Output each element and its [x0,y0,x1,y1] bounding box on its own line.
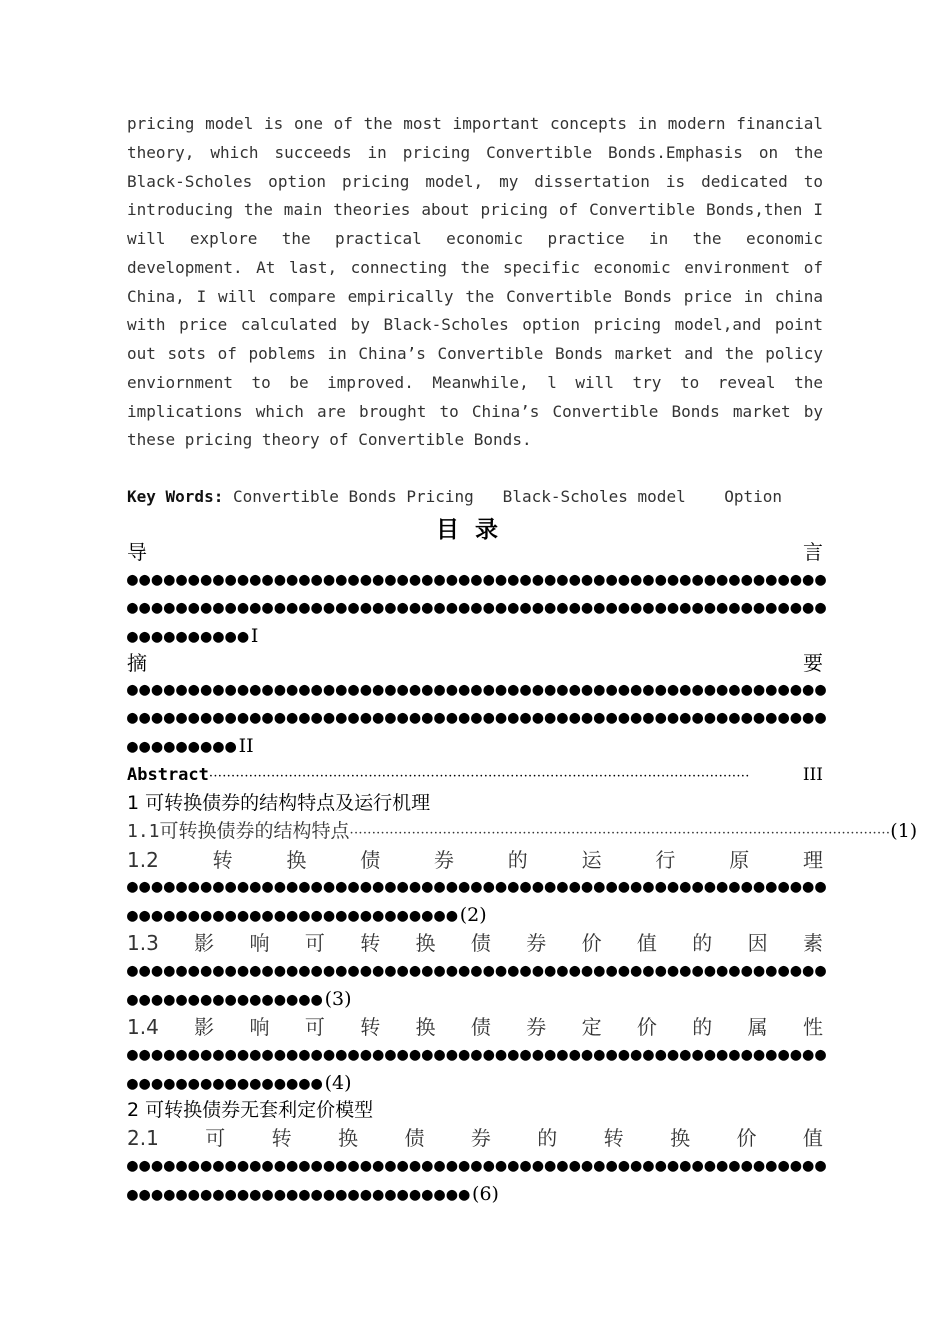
toc-char: 1.3 [127,931,159,955]
dot-leader-end [127,1181,823,1207]
toc-char: 运 [581,848,602,872]
abstract-line: development. At last, connecting the specific economic environment of [127,257,823,277]
abstract-line: will explore the practical economic practice in the economic [127,229,823,248]
dot-leader: ●●●●●●●●●●●●●●●●●●●●●●●●●●●●●●●●●●●●●●●●●●●●●●●●●●●●●●●●● [127,960,828,981]
dot-leader-end [127,1070,823,1096]
toc-char: 值 [636,931,657,955]
page-number: (4) [324,1072,352,1094]
toc-char: 行 [655,848,676,872]
toc-char: 属 [747,1015,768,1039]
toc-entry-1-4[interactable] [127,1013,823,1041]
toc-title: 目录 [436,517,514,543]
toc-chapter-1[interactable]: 1 可转换债券的结构特点及运行机理 [127,792,431,814]
abstract-line: China, I will compare empirically the Convertible Bonds price in china [127,286,823,306]
toc-char: 转 [603,1126,624,1150]
toc-char: 导 [127,540,147,564]
abstract-line: enviornment to be improved. Meanwhile, l will try to reveal the [127,372,823,392]
page-number: III [802,765,823,785]
dot-leader: ●●●●●●●●●●●●●●●●●●●●●●●●●●●● [127,1184,472,1205]
toc-entry-intro[interactable] [127,538,823,566]
toc-char: 摘 [127,651,147,675]
toc-char: 的 [692,931,713,955]
toc-entry-2-1[interactable] [127,1124,823,1152]
section-number: 1.1 [127,821,160,842]
toc-char: 券 [434,848,454,872]
toc-char: 券 [526,931,547,955]
abstract-line: these pricing theory of Convertible Bonds. [127,430,532,450]
toc-char: 券 [470,1126,491,1150]
page-number: (2) [459,904,487,926]
toc-char: 换 [670,1126,691,1150]
toc-char: 换 [286,848,307,872]
dot-leader: ●●●●●●●●●●●●●●●●●●●●●●●●●●●●●●●●●●●●●●●●●●●●●●●●●●●●●●●●● [127,597,828,618]
page-number: I [250,625,259,647]
dot-leader: ●●●●●●●●●●●●●●●●●●●●●●●●●●●●●●●●●●●●●●●●●●●●●●●●●●●●●●●●● [127,1155,828,1176]
toc-char: 的 [692,1015,713,1039]
page-number: (6) [472,1183,499,1205]
toc-char: 的 [537,1126,558,1150]
toc-char: 理 [802,848,823,872]
dot-leader: ●●●●●●●●●●●●●●●●●●●●●●●●●●●●●●●●●●●●●●●●●●●●●●●●●●●●●●●●● [127,707,828,728]
toc-char: 值 [802,1126,823,1150]
toc-char: 因 [747,931,768,955]
toc-char: 转 [360,931,381,955]
toc-char: 响 [249,1015,270,1039]
dot-leader: ●●●●●●●●●●●●●●●●●●●●●●●●●●●●●●●●●●●●●●●●●●●●●●●●●●●●●●●●● [127,679,828,700]
toc-entry-1-2[interactable] [127,846,823,874]
page-number: II [238,735,254,757]
dot-leader: ●●●●●●●●● [127,736,238,757]
section-title: 可转换债券的结构特点 [159,820,350,842]
toc-char: 价 [581,931,602,955]
toc-char: 券 [526,1015,547,1039]
toc-entry-summary[interactable] [127,649,823,677]
toc-char: 价 [636,1015,657,1039]
page-number: (3) [324,988,352,1010]
keywords-text: Convertible Bonds Pricing Black-Scholes model Option [223,487,783,506]
abstract-line: implications which are brought to China’s Convertible Bonds market by [127,401,823,421]
toc-char: 债 [470,931,491,955]
toc-entry-1-1[interactable] [127,818,918,844]
abstract-text [127,110,823,455]
dot-leader-end [127,986,823,1012]
toc-char: 转 [212,848,233,872]
dot-leader-end [127,902,823,928]
toc-char: 可 [304,931,325,955]
toc-char: 性 [802,1015,823,1039]
toc-char: 可 [205,1126,226,1150]
dot-leader: ●●●●●●●●●●●●●●●● [127,989,324,1010]
toc-char: 影 [194,1015,215,1039]
toc-char: 换 [338,1126,359,1150]
toc-char: 可 [304,1015,325,1039]
toc-char: 转 [360,1015,381,1039]
toc-char: 换 [415,931,436,955]
toc-entry-abstract[interactable] [127,762,823,788]
page-number: (1) [890,820,918,842]
toc-char: 素 [802,931,823,955]
toc-char: 债 [404,1126,425,1150]
toc-char: 换 [415,1015,436,1039]
toc-char: 言 [803,540,823,564]
toc-entry-1-3[interactable] [127,929,823,957]
dot-leader: ●●●●●●●●●●●●●●●●●●●●●●●●●●●●●●●●●●●●●●●●●●●●●●●●●●●●●●●●● [127,569,828,590]
dot-leader: ·························································································································· [208,769,750,784]
toc-char: 响 [249,931,270,955]
abstract-line: out sots of poblems in China’s Convertible Bonds market and the policy [127,344,823,363]
dot-leader: ●●●●●●●●●●●●●●●●●●●●●●●●●●●●●●●●●●●●●●●●●●●●●●●●●●●●●●●●● [127,876,828,897]
abstract-line: introducing the main theories about pricing of Convertible Bonds,then I [127,200,823,220]
dot-leader: ●●●●●●●●●● [127,626,250,647]
toc-char: 1.2 [127,848,159,872]
keywords [127,485,827,509]
toc-char: 要 [803,651,823,675]
dot-leader-end [127,733,823,759]
toc-char: 转 [271,1126,292,1150]
toc-chapter-2[interactable]: 2 可转换债券无套利定价模型 [127,1099,374,1121]
toc-char: 1.4 [127,1015,159,1039]
dot-leader: ●●●●●●●●●●●●●●●●●●●●●●●●●●●●●●●●●●●●●●●●●●●●●●●●●●●●●●●●● [127,1044,828,1065]
toc-char: 定 [581,1015,602,1039]
keywords-label: Key Words: [127,487,224,506]
abstract-line: pricing model is one of the most important concepts in modern financial [127,114,823,133]
toc-char: 原 [729,848,750,872]
toc-char: 的 [507,848,528,872]
toc-entry-label: Abstract [127,765,209,785]
toc-char: 债 [470,1015,491,1039]
dot-leader: ●●●●●●●●●●●●●●●● [127,1073,324,1094]
abstract-line: with price calculated by Black-Scholes option pricing model,and point [127,315,823,335]
dot-leader: ●●●●●●●●●●●●●●●●●●●●●●●●●●● [127,905,459,926]
toc-char: 2.1 [127,1126,159,1150]
toc-char: 影 [194,931,215,955]
abstract-line: theory, which succeeds in pricing Convertible Bonds.Emphasis on the [127,142,823,162]
abstract-line: Black-Scholes option pricing model, my dissertation is dedicated to [127,171,823,191]
dot-leader-end [127,623,823,649]
toc-char: 债 [360,848,381,872]
toc-char: 价 [736,1126,757,1150]
dot-leader: ·························································································································· [349,826,891,841]
